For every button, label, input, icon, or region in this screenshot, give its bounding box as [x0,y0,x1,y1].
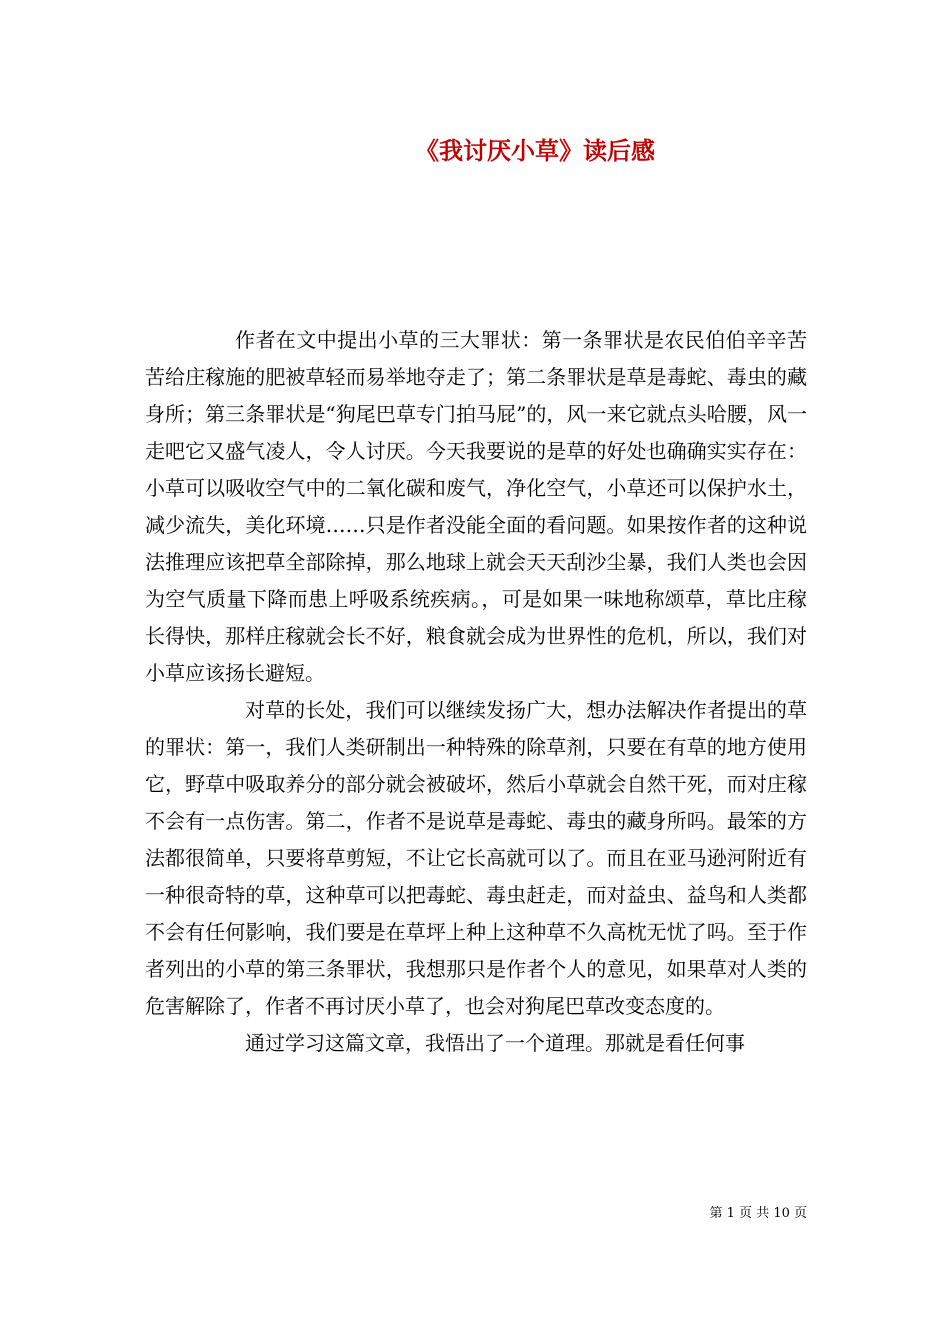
document-title [145,133,807,169]
document-title-text: 《我讨厌小草》读后感 [415,136,655,165]
paragraph-1: 作者在文中提出小草的三大罪状：第一条罪状是农民伯伯辛辛苦苦给庄稼施的肥被草轻而易举地夺走了；第二条罪状是草是毒蛇、毒虫的藏身所；第三条罪状是“狗尾巴草专门拍马屁”的，风一来它就点头哈腰，风一走吧它又盛气凌人，令人讨厌。今天我要说的是草的好处也确确实实存在：小草可以吸收空气中的二氧化碳和废气，净化空气，小草还可以保护水土，减少流失，美化环境……只是作者没能全面的看问题。如果按作者的这种说法推理应该把草全部除掉，那么地球上就会天天刮沙尘暴，我们人类也会因为空气质量下降而患上呼吸系统疾病。，可是如果一味地称颂草，草比庄稼长得快，那样庄稼就会长不好，粮食就会成为世界性的危机，所以，我们对小草应该扬长避短。 [145,328,807,685]
page-number-footer: 第 1 页 共 10 页 [709,1206,807,1221]
document-body [145,322,807,1062]
paragraph-2: 对草的长处，我们可以继续发扬广大，想办法解决作者提出的草的罪状：第一，我们人类研制出一种特殊的除草剂，只要在有草的地方使用它，野草中吸取养分的部分就会被破坏，然后小草就会自然干死，而对庄稼不会有一点伤害。第二，作者不是说草是毒蛇、毒虫的藏身所吗。最笨的方法都很简单，只要将草剪短，不让它长高就可以了。而且在亚马逊河附近有一种很奇特的草，这种草可以把毒蛇、毒虫赶走，而对益虫、益鸟和人类都不会有任何影响，我们要是在草坪上种上这种草不久高枕无忧了吗。至于作者列出的小草的第三条罪状，我想那只是作者个人的意见，如果草对人类的危害解除了，作者不再讨厌小草了，也会对狗尾巴草改变态度的。 [145,698,807,1018]
paragraph-3: 通过学习这篇文章，我悟出了一个道理。那就是看任何事 [245,1031,745,1055]
